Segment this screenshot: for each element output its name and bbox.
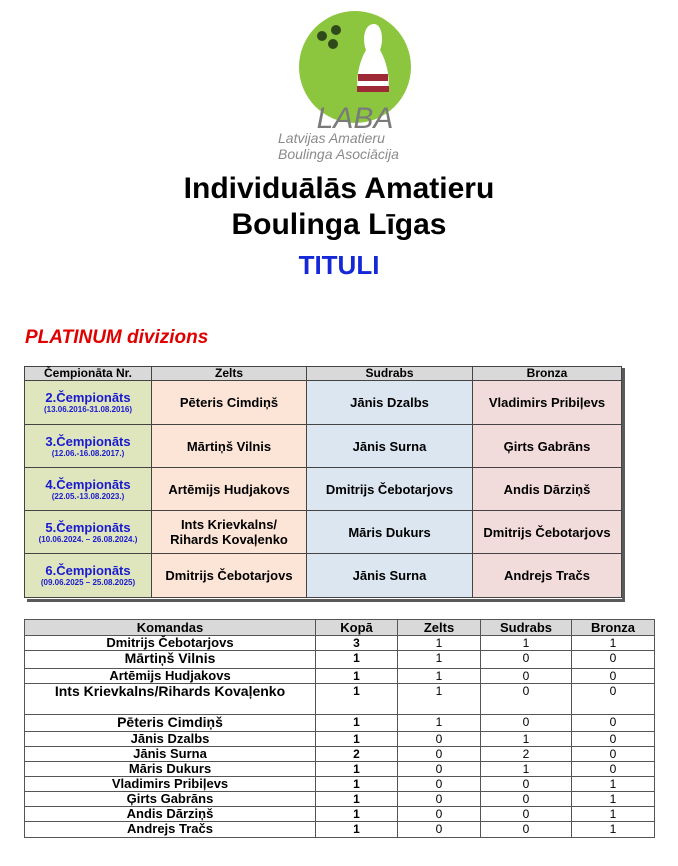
team-total: 1: [316, 651, 398, 669]
header-teams: Komandas: [25, 620, 316, 636]
championship-dates: (22.05.-13.08.2023.): [51, 491, 125, 501]
team-silver-count: 0: [481, 792, 572, 807]
team-silver-count: 2: [481, 747, 572, 762]
team-name: Artēmijs Hudjakovs: [25, 669, 316, 684]
team-bronze-count: 0: [572, 747, 655, 762]
team-total: 1: [316, 732, 398, 747]
championship-title: 3.Čempionāts: [45, 433, 131, 449]
championship-row: [25, 554, 622, 598]
header-team-bronze: Bronza: [572, 620, 655, 636]
championship-header-row: [25, 367, 622, 381]
team-name: Ģirts Gabrāns: [25, 792, 316, 807]
team-silver-count: 0: [481, 715, 572, 732]
team-name: Andis Dārziņš: [25, 807, 316, 822]
team-gold-count: 0: [398, 732, 481, 747]
team-row: [25, 762, 655, 777]
championship-dates: (13.06.2016-31.08.2016): [43, 405, 133, 414]
team-bronze-count: 1: [572, 807, 655, 822]
logo-line2: Boulinga Asociācija: [278, 146, 399, 162]
gold-winner: Ints Krievkalns/ Rihards Kovaļenko: [152, 511, 307, 554]
team-row: [25, 669, 655, 684]
table-shadow-right: [622, 368, 625, 600]
bronze-winner: Andis Dārziņš: [473, 468, 622, 511]
table-shadow-bottom: [27, 599, 625, 602]
team-row: [25, 715, 655, 732]
team-row: [25, 636, 655, 651]
championship-title: 5.Čempionāts: [45, 519, 131, 535]
championship-row: [25, 468, 622, 511]
team-name: Māris Dukurs: [25, 762, 316, 777]
championship-row: [25, 425, 622, 468]
team-bronze-count: 1: [572, 792, 655, 807]
team-gold-count: 0: [398, 747, 481, 762]
championship-dates: (10.06.2024. – 26.08.2024.): [38, 534, 138, 544]
team-table: [24, 619, 655, 838]
team-gold-count: 1: [398, 684, 481, 715]
gold-winner: Pēteris Cimdiņš: [152, 381, 307, 425]
team-bronze-count: 0: [572, 715, 655, 732]
championship-cell: [25, 511, 152, 554]
bronze-winner: Andrejs Tračs: [473, 554, 622, 598]
logo-line1: Latvijas Amatieru: [278, 130, 385, 146]
championship-table: [24, 366, 622, 598]
team-total: 1: [316, 669, 398, 684]
team-gold-count: 0: [398, 807, 481, 822]
championship-dates: (09.06.2025 – 25.08.2025): [40, 578, 136, 587]
team-total: 1: [316, 715, 398, 732]
team-name: Ints Krievkalns/Rihards Kovaļenko: [25, 684, 316, 715]
team-bronze-count: 1: [572, 636, 655, 651]
championship-dates: (12.06.-16.08.2017.): [51, 448, 125, 458]
gold-winner: Artēmijs Hudjakovs: [152, 468, 307, 511]
championship-title: 2.Čempionāts: [45, 390, 131, 405]
silver-winner: Māris Dukurs: [307, 511, 473, 554]
team-bronze-count: 0: [572, 762, 655, 777]
team-gold-count: 1: [398, 636, 481, 651]
team-gold-count: 1: [398, 669, 481, 684]
team-header-row: [25, 620, 655, 636]
team-silver-count: 1: [481, 636, 572, 651]
team-silver-count: 0: [481, 651, 572, 669]
header-gold: Zelts: [152, 367, 307, 381]
team-name: Jānis Surna: [25, 747, 316, 762]
header-team-silver: Sudrabs: [481, 620, 572, 636]
team-bronze-count: 1: [572, 822, 655, 838]
team-gold-count: 1: [398, 715, 481, 732]
page-subtitle: TITULI: [298, 250, 380, 280]
silver-winner: Jānis Surna: [307, 554, 473, 598]
team-row: [25, 732, 655, 747]
team-row: [25, 684, 655, 715]
championship-cell: [25, 468, 152, 511]
team-name: Dmitrijs Čebotarjovs: [25, 636, 316, 651]
team-gold-count: 0: [398, 822, 481, 838]
team-gold-count: 0: [398, 777, 481, 792]
team-silver-count: 0: [481, 822, 572, 838]
page-title-line2: Boulinga Līgas: [231, 208, 447, 241]
team-gold-count: 0: [398, 762, 481, 777]
logo-wordmark: LABA: [316, 102, 394, 135]
championship-cell: [25, 554, 152, 598]
team-total: 2: [316, 747, 398, 762]
gold-winner: Mārtiņš Vilnis: [152, 425, 307, 468]
header-team-gold: Zelts: [398, 620, 481, 636]
silver-winner: Jānis Surna: [307, 425, 473, 468]
team-row: [25, 822, 655, 838]
team-total: 1: [316, 684, 398, 715]
team-row: [25, 777, 655, 792]
team-row: [25, 792, 655, 807]
team-silver-count: 1: [481, 762, 572, 777]
team-name: Mārtiņš Vilnis: [25, 651, 316, 669]
team-gold-count: 1: [398, 651, 481, 669]
team-name: Pēteris Cimdiņš: [25, 715, 316, 732]
header-total: Kopā: [316, 620, 398, 636]
championship-row: [25, 381, 622, 425]
team-name: Jānis Dzalbs: [25, 732, 316, 747]
gold-winner: Dmitrijs Čebotarjovs: [152, 554, 307, 598]
team-silver-count: 0: [481, 669, 572, 684]
team-bronze-count: 0: [572, 732, 655, 747]
championship-cell: [25, 425, 152, 468]
page-title-line1: Individuālās Amatieru: [183, 172, 495, 205]
team-gold-count: 0: [398, 792, 481, 807]
team-name: Vladimirs Pribiļevs: [25, 777, 316, 792]
team-row: [25, 807, 655, 822]
bronze-winner: Ģirts Gabrāns: [473, 425, 622, 468]
team-row: [25, 747, 655, 762]
header-bronze: Bronza: [473, 367, 622, 381]
team-bronze-count: 0: [572, 684, 655, 715]
team-silver-count: 0: [481, 807, 572, 822]
bronze-winner: Dmitrijs Čebotarjovs: [473, 511, 622, 554]
silver-winner: Jānis Dzalbs: [307, 381, 473, 425]
team-name: Andrejs Tračs: [25, 822, 316, 838]
team-total: 1: [316, 777, 398, 792]
team-total: 1: [316, 792, 398, 807]
championship-title: 4.Čempionāts: [45, 476, 131, 492]
team-silver-count: 1: [481, 732, 572, 747]
team-bronze-count: 1: [572, 777, 655, 792]
division-title: PLATINUM divizions: [25, 327, 209, 348]
header-championship: Čempionāta Nr.: [25, 367, 152, 381]
team-total: 1: [316, 807, 398, 822]
silver-winner: Dmitrijs Čebotarjovs: [307, 468, 473, 511]
team-total: 1: [316, 762, 398, 777]
team-silver-count: 0: [481, 684, 572, 715]
championship-cell: [25, 381, 152, 425]
team-total: 1: [316, 822, 398, 838]
championship-row: [25, 511, 622, 554]
team-bronze-count: 0: [572, 651, 655, 669]
championship-title: 6.Čempionāts: [45, 563, 131, 578]
team-row: [25, 651, 655, 669]
team-bronze-count: 0: [572, 669, 655, 684]
header-silver: Sudrabs: [307, 367, 473, 381]
team-total: 3: [316, 636, 398, 651]
team-silver-count: 0: [481, 777, 572, 792]
bronze-winner: Vladimirs Pribiļevs: [473, 381, 622, 425]
